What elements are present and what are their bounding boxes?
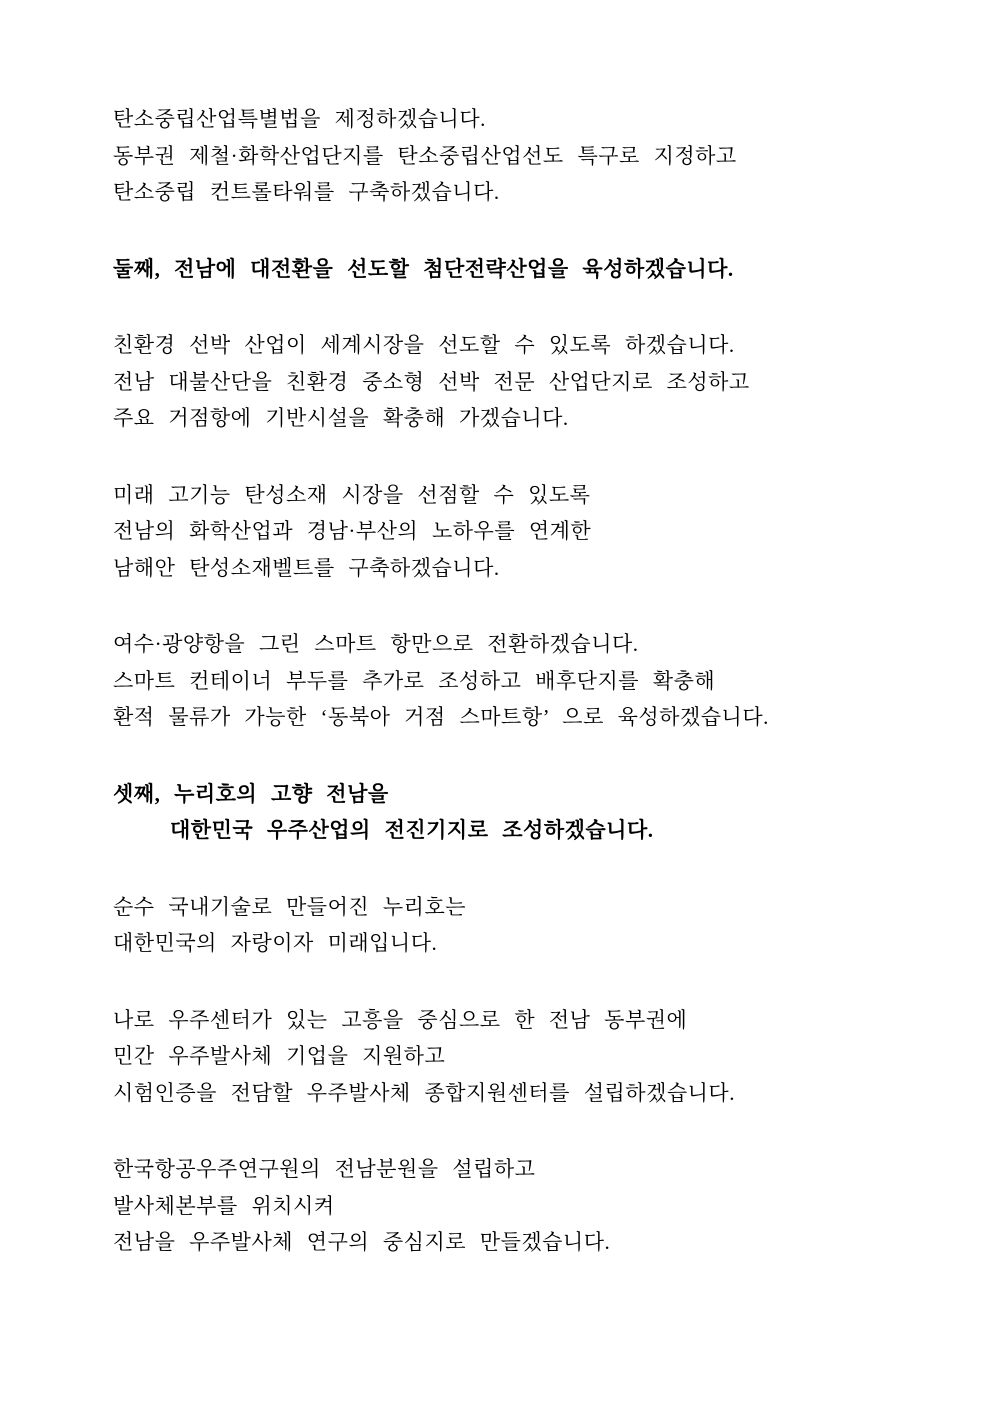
text-line: 전남의 화학산업과 경남·부산의 노하우를 연계한 bbox=[113, 519, 592, 543]
text-line: 전남을 우주발사체 연구의 중심지로 만들겠습니다. bbox=[113, 1230, 611, 1254]
text-line: 남해안 탄성소재벨트를 구축하겠습니다. bbox=[113, 555, 500, 580]
text-line: 친환경 선박 산업이 세계시장을 선도할 수 있도록 하겠습니다. bbox=[113, 333, 735, 357]
paragraph-nuri bbox=[113, 889, 933, 962]
text-line: 환적 물류가 가능한 ‘동북아 거점 스마트항’ 으로 육성하겠습니다. bbox=[113, 705, 769, 729]
paragraph-kari-branch bbox=[113, 1151, 933, 1261]
text-line: 시험인증을 전담할 우주발사체 종합지원센터를 설립하겠습니다. bbox=[113, 1080, 735, 1105]
paragraph-smart-port bbox=[113, 626, 933, 736]
text-line: 나로 우주센터가 있는 고흥을 중심으로 한 전남 동부권에 bbox=[113, 1007, 688, 1032]
text-line: 민간 우주발사체 기업을 지원하고 bbox=[113, 1044, 446, 1068]
text-line: 탄소중립 컨트롤타워를 구축하겠습니다. bbox=[113, 180, 500, 204]
text-line: 동부권 제철·화학산업단지를 탄소중립산업선도 특구로 지정하고 bbox=[113, 143, 737, 168]
paragraph-elastic-materials bbox=[113, 477, 933, 587]
heading-line: 대한민국 우주산업의 전진기지로 조성하겠습니다. bbox=[170, 818, 654, 842]
paragraph-naro-space-center bbox=[113, 1002, 933, 1112]
text-line: 전남 대불산단을 친환경 중소형 선박 전문 산업단지로 조성하고 bbox=[113, 369, 750, 394]
document-page bbox=[113, 101, 933, 1261]
text-line: 미래 고기능 탄성소재 시장을 선점할 수 있도록 bbox=[113, 482, 591, 507]
text-line: 스마트 컨테이너 부두를 추가로 조성하고 배후단지를 확충해 bbox=[113, 668, 716, 693]
section-heading-third bbox=[113, 776, 933, 849]
text-line: 여수·광양항을 그린 스마트 항만으로 전환하겠습니다. bbox=[113, 632, 639, 656]
heading-line: 둘째, 전남에 대전환을 선도할 첨단전략산업을 육성하겠습니다. bbox=[113, 256, 734, 281]
heading-line: 셋째, 누리호의 고향 전남을 bbox=[113, 781, 389, 806]
text-line: 탄소중립산업특별법을 제정하겠습니다. bbox=[113, 107, 486, 131]
section-heading-second bbox=[113, 251, 933, 288]
text-line: 주요 거점항에 기반시설을 확충해 가겠습니다. bbox=[113, 406, 569, 430]
paragraph-carbon-neutral bbox=[113, 101, 933, 211]
text-line: 발사체본부를 위치시켜 bbox=[113, 1193, 335, 1218]
text-line: 순수 국내기술로 만들어진 누리호는 bbox=[113, 894, 467, 919]
text-line: 대한민국의 자랑이자 미래입니다. bbox=[113, 931, 438, 955]
paragraph-eco-ship bbox=[113, 327, 933, 437]
text-line: 한국항공우주연구원의 전남분원을 설립하고 bbox=[113, 1157, 536, 1181]
